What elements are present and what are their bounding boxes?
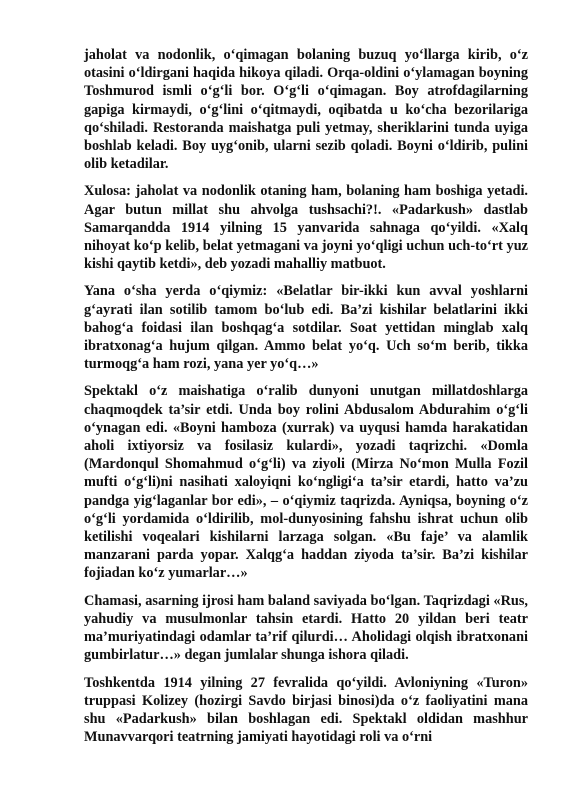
paragraph-6: Toshkentda 1914 yilning 27 fevralida qo‘yildi. Avloniyning «Turon» truppasi Kolizey (hozirgi Savdo birjasi binosi)da o‘z faoliyatini mana shu «Padarkush» bilan boshlagan edi. Spektakl oldidan mashhur Munavvarqori teatrning jamiyati hayotidagi roli va o‘rni [84, 674, 528, 746]
paragraph-2: Xulosa: jaholat va nodonlik otaning ham, bolaning ham boshiga yetadi. Agar butun millat shu ahvolga tushsachi?!. «Padarkush» dastlab Samarqandda 1914 yilning 15 yanvarida sahnaga qo‘yildi. «Xalq nihoyat ko‘p kelib, belat yetmagani va joyni yo‘qligi uchun uch-to‘rt yuz kishi qaytib ketdi», deb yozadi mahalliy matbuot. [84, 183, 528, 273]
paragraph-5: Chamasi, asarning ijrosi ham baland saviyada bo‘lgan. Taqrizdagi «Rus, yahudiy va musulmonlar tahsin etardi. Hatto 20 yildan beri teatr ma’muriyatindagi odamlar ta’rif qilurdi… Aholidagi olqish ibratxonani gumbirlatur…» degan jumlalar shunga ishora qiladi. [84, 592, 528, 664]
paragraph-4: Spektakl o‘z maishatiga o‘ralib dunyoni unutgan millatdoshlarga chaqmoqdek ta’sir etdi. Unda boy rolini Abdusalom Abdurahim o‘g‘li o‘ynagan edi. «Boyni hamboza (xurrak) va uyqusi hamda harakatidan aholi ixtiyorsiz va fosilasiz kulardi», yozadi taqrizchi. «Domla (Mardonqul Shomahmud o‘g‘li) va ziyoli (Mirza No‘mon Mulla Fozil mufti o‘g‘li)ni nasihati xaloyiqni ko‘ngligi‘a ta’sir etardi, hatto va’zu pandga yig‘laganlar bor edi», – o‘qiymiz taqrizda. Ayniqsa, boyning o‘z o‘g‘li yordamida o‘ldirilib, mol-dunyosining fahshu ishrat uchun olib ketilishi voqealari kishilarni larzaga solgan. «Bu faje’ va alamlik manzarani parda yopar. Xalqg‘a haddan ziyoda ta’sir. Ba’zi kishilar fojiadan ko‘z yumarlar…» [84, 383, 528, 582]
paragraph-3: Yana o‘sha yerda o‘qiymiz: «Belatlar bir-ikki kun avval yoshlarni g‘ayrati ilan sotilib tamom bo‘lub edi. Ba’zi kishilar belatlarini ikki bahog‘a foidasi ilan boshqag‘a sotdilar. Soat yettidan minglab xalq ibratxonag‘a hujum qilgan. Ammo belat yo‘q. Uch so‘m berib, tikka turmoqg‘a ham rozi, yana yer yo‘q…» [84, 283, 528, 373]
paragraph-1: jaholat va nodonlik, o‘qimagan bolaning buzuq yo‘llarga kirib, o‘z otasini o‘ldirgani haqida hikoya qiladi. Orqa-oldini o‘ylamagan boyning Toshmurod ismli o‘g‘li bor. O‘g‘li o‘qimagan. Boy atrofdagilarning gapiga kirmaydi, o‘g‘lini o‘qitmaydi, oqibatda u ko‘cha bezorilariga qo‘shiladi. Restoranda maishatga puli yetmay, sheriklarini tunda uyiga boshlab keladi. Boy uyg‘onib, ularni sezib qoladi. Boyni o‘ldirib, pulini olib ketadilar. [84, 47, 528, 173]
